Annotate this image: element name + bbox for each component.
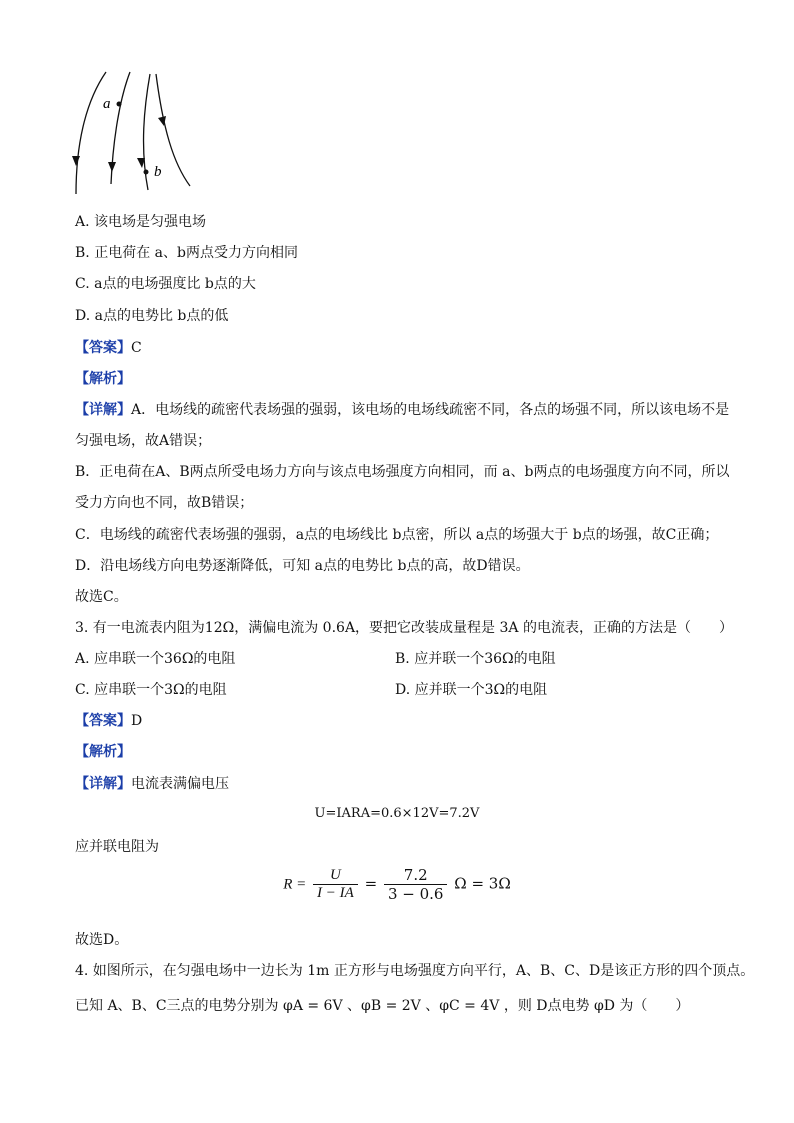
q2-answer: [75, 338, 142, 358]
q2-analysis-label: 【解析】: [75, 371, 131, 387]
answer-value: C: [131, 340, 142, 356]
point-b-dot: [144, 170, 149, 175]
q2-explanation-b: B．正电荷在A、B两点所受电场力方向与该点电场强度方向相同，而 a、b两点的电场强度方向不同，所以: [75, 464, 730, 480]
q2-conclusion: 故选C。: [75, 589, 128, 605]
q3-stem: 3. 有一电流表内阻为12Ω，满偏电流为 0.6A，要把它改装成量程是 3A 的电流表，正确的方法是（ ）: [75, 620, 733, 636]
fraction-numeric: $\frac{7.2}{3 - 0.6}$: [384, 866, 448, 903]
point-a-label: a: [103, 96, 111, 112]
electric-field-lines-figure: [68, 68, 208, 198]
q2-option-c: C. a点的电场强度比 b点的大: [75, 276, 256, 292]
q2-option-b: B. 正电荷在 a、b两点受力方向相同: [75, 245, 298, 261]
q3-option-a: A. 应串联一个36Ω的电阻: [75, 651, 236, 667]
q2-explanation-a-cont: 匀强电场，故A错误；: [75, 433, 212, 449]
q4-stem-line1: 4. 如图所示，在匀强电场中一边长为 1m 正方形与电场强度方向平行，A、B、C、D是该正方形的四个顶点。: [75, 963, 755, 979]
q3-conclusion: 故选D。: [75, 932, 129, 948]
q3-parallel-text: 应并联电阻为: [75, 839, 159, 855]
q3-option-b: B. 应并联一个36Ω的电阻: [395, 651, 556, 667]
arrow-line-3: [137, 158, 145, 168]
q3-equation-voltage: U=IARA=0.6×12V=7.2V: [314, 806, 480, 821]
field-line-1: [76, 72, 106, 194]
answer-label: 【答案】: [75, 340, 131, 356]
q2-option-a: A. 该电场是匀强电场: [75, 214, 207, 230]
q2-explanation-b-cont: 受力方向也不同，故B错误；: [75, 495, 254, 511]
q3-answer: 【答案】D: [75, 713, 143, 729]
point-b-label: b: [154, 164, 162, 180]
q2-option-d: D. a点的电势比 b点的低: [75, 308, 229, 324]
q2-explanation-a: 【详解】A．电场线的疏密代表场强的强弱，该电场的电场线疏密不同，各点的场强不同，所以该电场不是: [75, 402, 730, 418]
q3-detail: 【详解】电流表满偏电压: [75, 776, 229, 792]
arrow-line-1: [72, 156, 80, 166]
q3-analysis-label: 【解析】: [75, 744, 131, 760]
fraction-u-over-i: $\frac{U}{I - IA}$: [313, 867, 358, 902]
detail-label: 【详解】: [75, 402, 131, 418]
q3-option-d: D. 应并联一个3Ω的电阻: [395, 682, 548, 698]
arrow-line-2: [108, 162, 116, 172]
q3-option-c: C. 应串联一个3Ω的电阻: [75, 682, 227, 698]
q4-stem-line2: 已知 A、B、C三点的电势分别为 φA = 6V 、φB = 2V 、φC = 4V ，则 D点电势 φD 为（ ）: [75, 998, 690, 1014]
q2-explanation-d: D．沿电场线方向电势逐渐降低，可知 a点的电势比 b点的高，故D错误。: [75, 558, 530, 574]
q3-equation-resistance: R = $\frac{U}{I - IA}$ = $\frac{7.2}{3 - 0.6}$ Ω = 3Ω: [283, 866, 511, 903]
q2-explanation-c: C．电场线的疏密代表场强的强弱，a点的电场线比 b点密，所以 a点的场强大于 b点的场强，故C正确；: [75, 527, 719, 543]
point-a-dot: [117, 102, 122, 107]
